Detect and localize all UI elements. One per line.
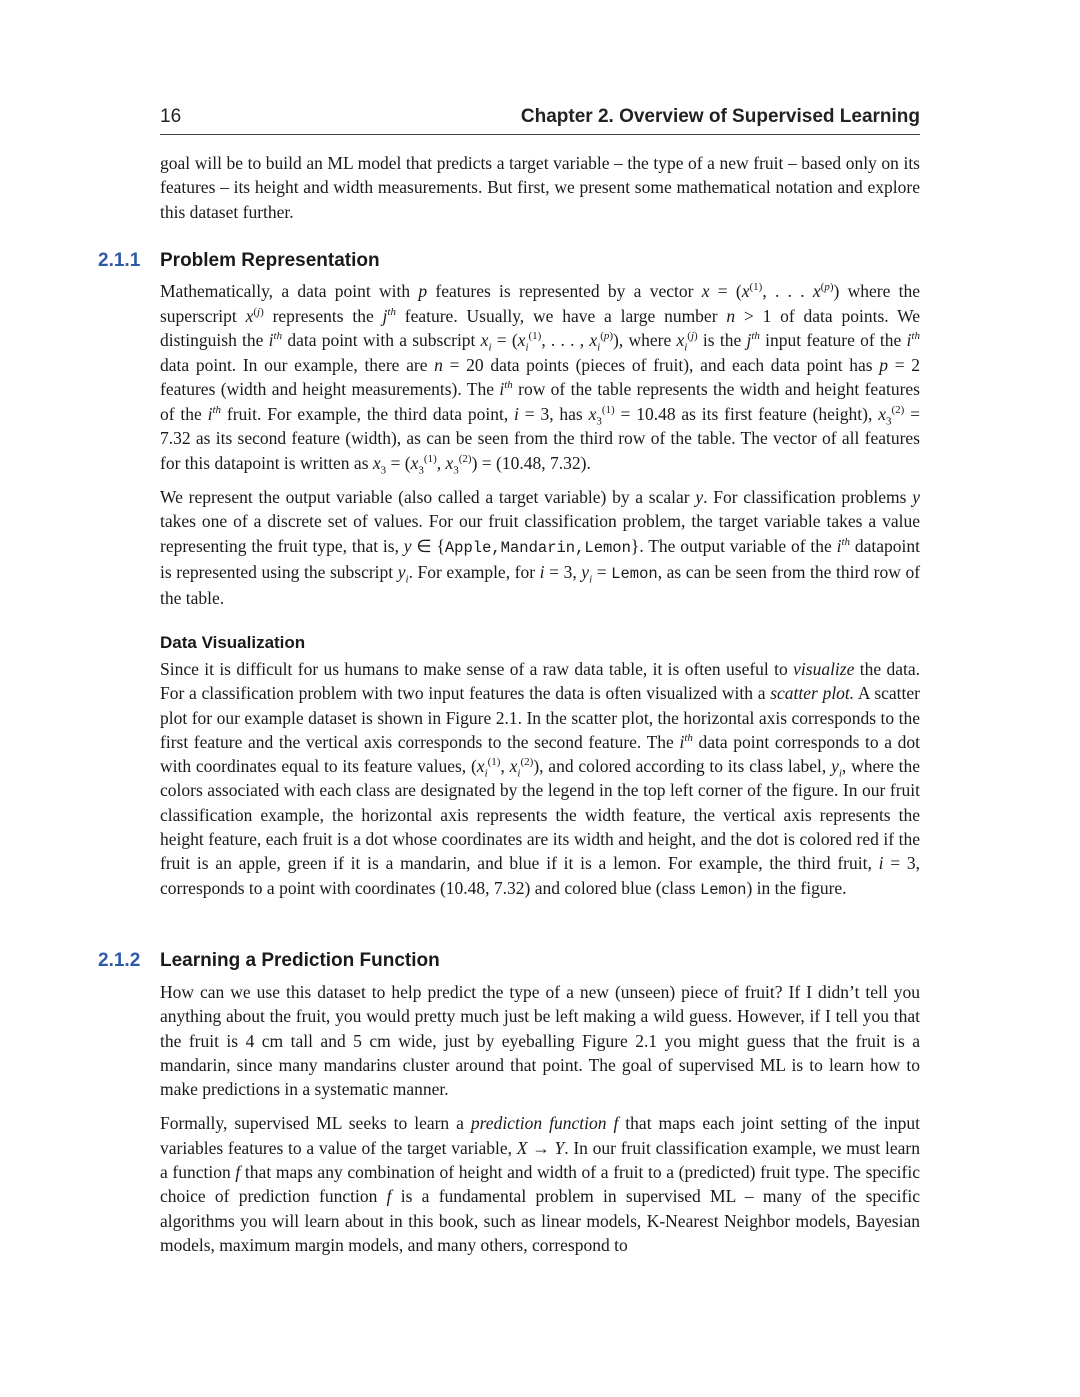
paragraph-prediction-function: Formally, supervised ML seeks to learn a prediction function f that maps each joint setting of the input variables features to a value of the target variable, X → Y. In our fruit classification example, we must learn a function f that maps any combination of height and width of a fruit to a (predicted) fruit type. The specific choice of prediction function f is a fundamental problem in supervised ML – many of the specific algorithms you will learn about in this book, such as linear models, K-Nearest Neighbor models, Bayesian models, maximum margin models, and many others, correspond to <box>160 1113 921 1255</box>
section-number: 2.1.2 <box>98 950 141 971</box>
subsection-title: Data Visualization <box>160 633 306 652</box>
intro-paragraph: goal will be to build an ML model that predicts a target variable – the type of a new fruit – based only on its features – its height and width measurements. But first, we present some mathematical notation and explore this dataset further. <box>160 153 920 222</box>
paragraph-visualization: Since it is difficult for us humans to make sense of a raw data table, it is often useful to visualize the data. For a classification problem with two input features the data is often visualized with a scatter plot. A scatter plot for our example dataset is shown in Figure 2.1. In the scatter plot, the horizontal axis corresponds to the first feature and the vertical axis corresponds to the second feature. The $i^{th}$ data point corresponds to a dot with coordinates equal to its feature values, ($x_i^{(1)}$, $x_i^{(2)}$), and colored according to its class label, $y_i$, where the colors associated with each class are designated by the legend in the top left corner of the figure. In our fruit classification example, the horizontal axis represents the width feature, the vertical axis represents the height feature, each fruit is a dot whose coordinates are its width and height, and the dot is colored red if the fruit is an apple, green if it is a mandarin, and blue if it is a lemon. For example, the third fruit, i = 3, corresponds to a point with coordinates (10.48, 7.32) and colored blue (class Lemon) in the figure. <box>160 659 920 899</box>
section-title: Learning a Prediction Function <box>160 950 440 971</box>
page-number: 16 <box>160 106 182 127</box>
section-number: 2.1.1 <box>98 250 141 271</box>
paragraph-prediction-intro: How can we use this dataset to help predict the type of a new (unseen) piece of fruit? If I didn’t tell you anything about the fruit, you would pretty much just be left making a wild guess. However, if I tell you that the fruit is 4 cm tall and 5 cm wide, just by eyeballing Figure 2.1 you might guess that the fruit is a mandarin, since many mandarins cluster around that point. The goal of supervised ML is to learn how to make predictions in a systematic manner. <box>160 982 920 1100</box>
problem-representation-text <box>160 279 920 620</box>
learning-prediction-text <box>160 980 920 1267</box>
chapter-title: Chapter 2. Overview of Supervised Learning <box>520 106 920 127</box>
data-visualization-text <box>160 657 920 912</box>
section-title: Problem Representation <box>160 250 380 271</box>
paragraph-target-variable: We represent the output variable (also called a target variable) by a scalar y. For classification problems y takes one of a discrete set of values. For our fruit classification problem, the target variable takes a value representing the fruit type, that is, y ∈ {Apple,Mandarin,Lemon}. The output variable of the $i^{th}$ datapoint is represented using the subscript $y_i$. For example, for i = 3, $y_i$ = Lemon, as can be seen from the third row of the table. <box>160 487 921 609</box>
paragraph-features: Mathematically, a data point with p features is represented by a vector $x = (x^{(1)}$, . . . $x^{(p)}$) where the superscript $x^{(j)}$ represents the $j^{th}$ feature. Usually, we have a large number n > 1 of data points. We distinguish the $i^{th}$ data point with a subscript $x_i = (x_i^{(1)}$, . . . , $x_i^{(p)}$), where $x_i^{(j)}$ is the $j^{th}$ input feature of the $i^{th}$ data point. In our example, there are n = 20 data points (pieces of fruit), and each data point has p = 2 features (width and height measurements). The $i^{th}$ row of the table represents the width and height features of the $i^{th}$ fruit. For example, the third data point, i = 3, has $x_3^{(1)} = 10.48$ as its first feature (height), $x_3^{(2)} = 7.32$ as its second feature (width), as can be seen from the third row of the table. The vector of all features for this datapoint is written as $x_3 = (x_3^{(1)}$, $x_3^{(2)}) = (10.48$, 7.32). <box>160 281 921 476</box>
running-header <box>160 106 920 135</box>
intro-paragraph-block <box>160 151 920 234</box>
